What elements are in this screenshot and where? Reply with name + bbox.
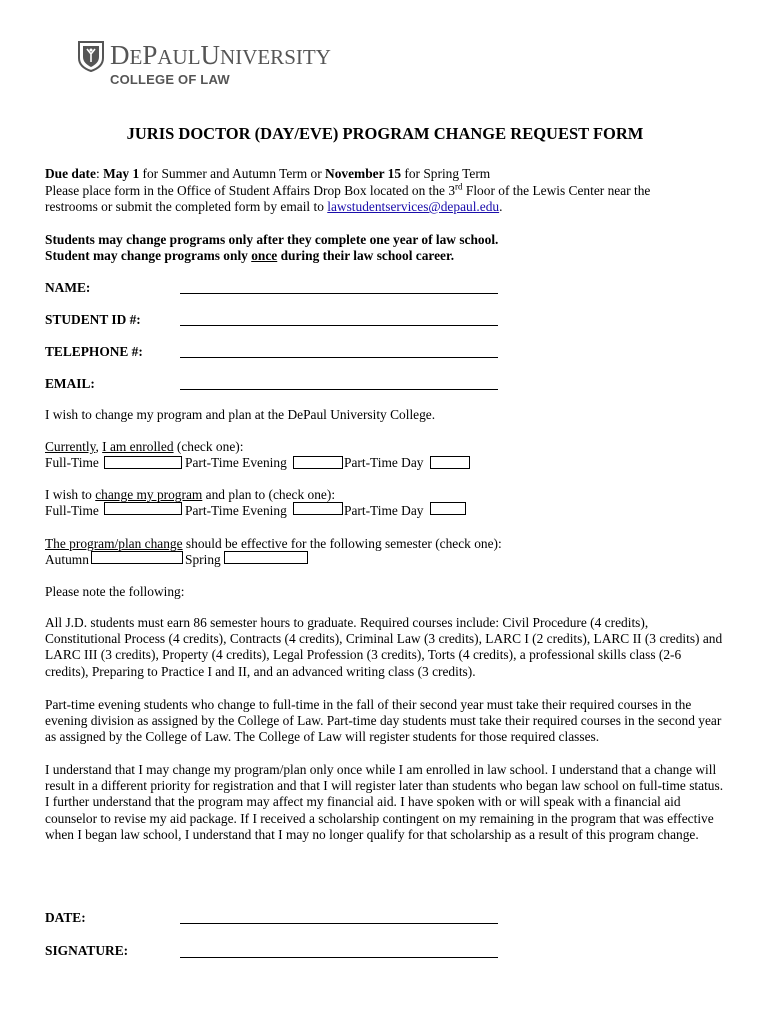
credits-paragraph: All J.D. students must earn 86 semester hours to graduate. Required courses include: Civil Procedure (4 credits), Constitutional Process (4 credits), Contracts (4 credits), Criminal Law (3 credits), LARC I (2 credits), LARC II (3 credits) and LARC III (3 credits), Property (4 credits), Legal Profession (3 credits), Torts (4 credits), a professional skills class (2-6 credits), Preparing to Practice I and II, and an advanced writing class (3 credits).	[45, 615, 723, 679]
date-field[interactable]	[180, 923, 498, 924]
telephone-label: TELEPHONE #:	[45, 344, 143, 359]
form-title: JURIS DOCTOR (DAY/EVE) PROGRAM CHANGE REQUEST FORM	[126, 124, 644, 143]
due-date-line: Due date: May 1 for Summer and Autumn Term or November 15 for Spring Term	[45, 166, 491, 181]
name-field[interactable]	[180, 293, 498, 294]
change-part-time-day-label: Part-Time Day	[344, 503, 424, 518]
signature-field[interactable]	[180, 957, 498, 958]
current-full-time-label: Full-Time	[45, 455, 99, 470]
instructions-line-2: restrooms or submit the completed form by email to lawstudentservices@depaul.edu.	[45, 199, 503, 214]
current-program-heading: Currently, I am enrolled (check one):	[45, 439, 244, 454]
effective-autumn-label: Autumn	[45, 552, 89, 567]
understanding-paragraph: I understand that I may change my program/plan only once while I am enrolled in law school. I understand that a change will result in a different priority for registration and that I will register later than students who began law school on full-time status. I further understand that the program may affect my financial aid. I have spoken with or will speak with a financial aid counselor to revise my aid package. If I received a scholarship contingent on my remaining in the program that was effective when I began law school, I understand that I may no longer qualify for that scholarship as a result of this program change.	[45, 762, 724, 842]
change-part-time-day-checkbox[interactable]	[430, 502, 466, 515]
email-link[interactable]: lawstudentservices@depaul.edu	[327, 199, 500, 214]
rule-one-year: Students may change programs only after they complete one year of law school.	[45, 232, 499, 247]
current-full-time-checkbox[interactable]	[104, 456, 182, 469]
note-heading: Please note the following:	[45, 584, 185, 599]
name-label: NAME:	[45, 280, 91, 295]
rule-once: Student may change programs only once during their law school career.	[45, 248, 455, 263]
current-part-time-day-checkbox[interactable]	[430, 456, 470, 469]
telephone-field[interactable]	[180, 357, 498, 358]
change-to-heading: I wish to change my program and plan to (check one):	[45, 487, 336, 502]
effective-spring-label: Spring	[185, 552, 221, 567]
email-label: EMAIL:	[45, 376, 95, 391]
student-id-label: STUDENT ID #:	[45, 312, 141, 327]
change-full-time-checkbox[interactable]	[104, 502, 182, 515]
signature-label: SIGNATURE:	[45, 943, 129, 958]
college-subtitle: COLLEGE OF LAW	[110, 72, 230, 87]
current-part-time-evening-label: Part-Time Evening	[185, 455, 287, 470]
instructions-line-1: Please place form in the Office of Student Affairs Drop Box located on the 3rd Floor of the Lewis Center near the	[45, 181, 651, 198]
date-label: DATE:	[45, 910, 86, 925]
effective-autumn-checkbox[interactable]	[91, 551, 183, 564]
change-full-time-label: Full-Time	[45, 503, 99, 518]
effective-spring-checkbox[interactable]	[224, 551, 308, 564]
wish-statement: I wish to change my program and plan at the DePaul University College.	[45, 407, 436, 422]
effective-semester-heading: The program/plan change should be effective for the following semester (check one):	[45, 536, 502, 551]
current-part-time-day-label: Part-Time Day	[344, 455, 424, 470]
change-part-time-evening-label: Part-Time Evening	[185, 503, 287, 518]
change-part-time-evening-checkbox[interactable]	[293, 502, 343, 515]
depaul-shield-icon	[77, 40, 105, 72]
part-time-paragraph: Part-time evening students who change to full-time in the fall of their second year must take their required courses in the evening division as assigned by the College of Law. Part-time day students must take their required courses in the second year as assigned by the College of Law. The College of Law will register students for those required classes.	[45, 697, 722, 745]
student-id-field[interactable]	[180, 325, 498, 326]
current-part-time-evening-checkbox[interactable]	[293, 456, 343, 469]
email-field[interactable]	[180, 389, 498, 390]
university-logo-wordmark: DEPAULUNIVERSITY	[110, 40, 331, 70]
